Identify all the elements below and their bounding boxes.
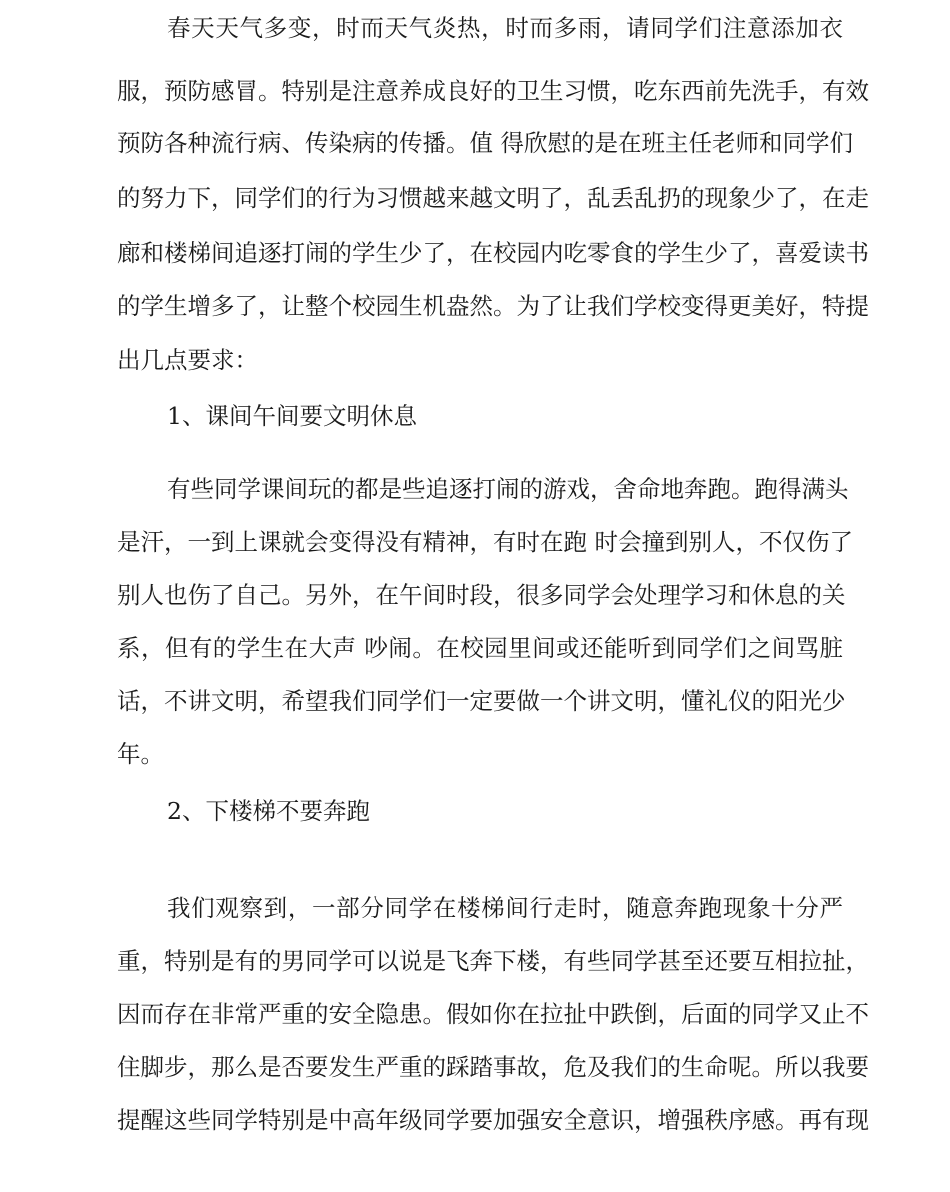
section-heading: 2、下楼梯不要奔跑	[167, 797, 370, 825]
paragraph-line: 春天天气多变，时而天气炎热，时而多雨，请同学们注意添加衣	[167, 14, 843, 42]
paragraph-line: 廊和楼梯间追逐打闹的学生少了，在校园内吃零食的学生少了，喜爱读书	[117, 239, 869, 267]
paragraph-line: 是汗，一到上课就会变得没有精神，有时在跑 时会撞到别人，不仅伤了	[117, 528, 853, 556]
paragraph-line: 提醒这些同学特别是中高年级同学要加强安全意识，增强秩序感。再有现	[117, 1106, 869, 1134]
paragraph-line: 年。	[117, 740, 164, 768]
paragraph-line: 别人也伤了自己。另外，在午间时段，很多同学会处理学习和休息的关	[117, 581, 846, 609]
paragraph-line: 系，但有的学生在大声 吵闹。在校园里间或还能听到同学们之间骂脏	[117, 634, 843, 662]
paragraph-line: 因而存在非常严重的安全隐患。假如你在拉扯中跌倒，后面的同学又止不	[117, 1000, 869, 1028]
paragraph-line: 话，不讲文明，希望我们同学们一定要做一个讲文明，懂礼仪的阳光少	[117, 687, 846, 715]
paragraph-line: 重，特别是有的男同学可以说是飞奔下楼，有些同学甚至还要互相拉扯，	[117, 947, 869, 975]
paragraph-line: 有些同学课间玩的都是些追逐打闹的游戏，舍命地奔跑。跑得满头	[167, 475, 849, 503]
paragraph-line: 的学生增多了，让整个校园生机盎然。为了让我们学校变得更美好，特提	[117, 292, 869, 320]
paragraph-line: 出几点要求：	[117, 346, 258, 374]
section-heading: 1、课间午间要文明休息	[167, 402, 417, 430]
paragraph-line: 住脚步，那么是否要发生严重的踩踏事故，危及我们的生命呢。所以我要	[117, 1053, 869, 1081]
paragraph-line: 的努力下，同学们的行为习惯越来越文明了，乱丢乱扔的现象少了，在走	[117, 184, 869, 212]
paragraph-line: 预防各种流行病、传染病的传播。值 得欣慰的是在班主任老师和同学们	[117, 129, 853, 157]
paragraph-line: 服，预防感冒。特别是注意养成良好的卫生习惯，吃东西前先洗手，有效	[117, 77, 869, 105]
paragraph-line: 我们观察到，一部分同学在楼梯间行走时，随意奔跑现象十分严	[167, 894, 843, 922]
